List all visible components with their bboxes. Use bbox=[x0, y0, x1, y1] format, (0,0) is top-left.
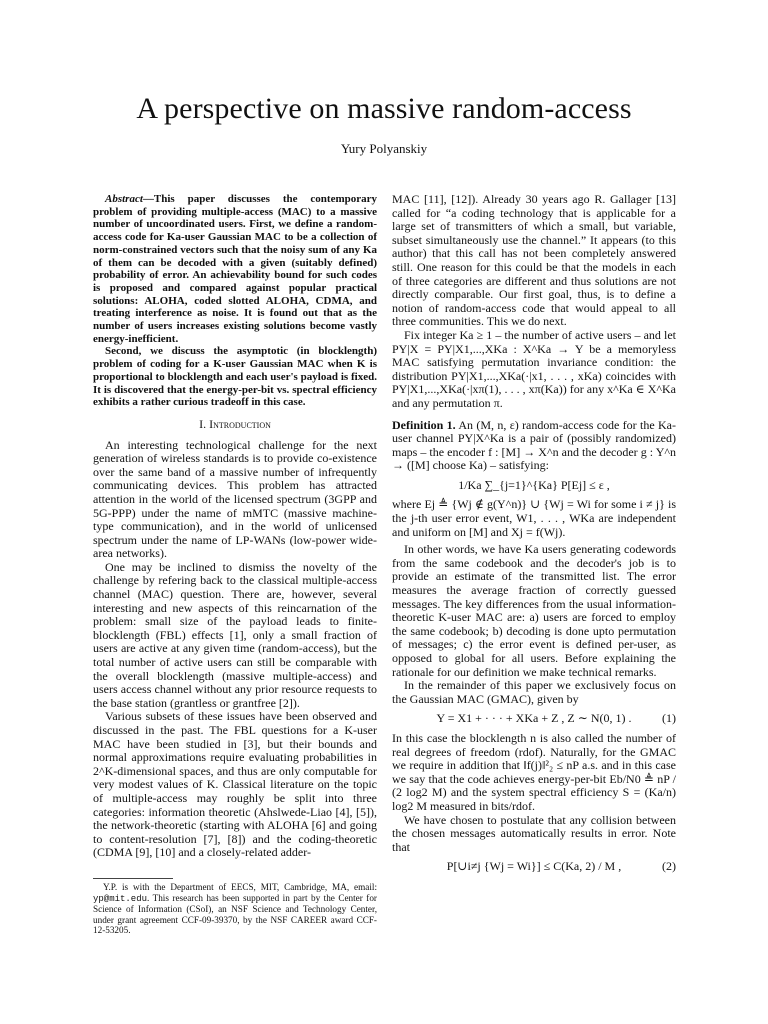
footnote-email: yp@mit.edu bbox=[93, 893, 148, 904]
body-paragraph: One may be inclined to dismiss the novelty of the challenge by refering back to the classical multiple-access channel (MAC) question. There are, however, several interesting and new aspects of this reincarnation of the problem: small size of the payload leads to finite-blocklength (FBL) effects [1], only a small fraction of users are active at any given time (random-access), but the total number of active users can still be comparable with the overall blocklength (massive multiple-access) and users access channel without any prior resource requests to the base station (grantless or grantfree [2]). bbox=[93, 559, 377, 710]
equation-2-number: (2) bbox=[662, 859, 676, 874]
body-paragraph: We have chosen to postulate that any collision between the chosen messages automatically results in error. Note that bbox=[392, 812, 676, 854]
body-paragraph: Various subsets of these issues have been observed and discussed in the past. The FBL questions for a K-user MAC have been studied in [3], but their bounds and normal approximations require evaluating probabilities in 2^K-dimensional spaces, and thus are only computable for very modest values of K. Classical literature on the topic of multiple-access may roughly be split into three categories: information theoretic (Ahslwede-Liao [4], [5]), the network-theoretic (starting with ALOHA [6] and going to content-resolution [7], [8]) and the coding-theoretic (CDMA [9], [10] and a closely-related adder- bbox=[93, 709, 377, 860]
equation-1 bbox=[392, 712, 676, 726]
section-heading bbox=[93, 418, 377, 432]
body-paragraph: In the remainder of this paper we exclusively focus on the Gaussian MAC (GMAC), given by bbox=[392, 678, 676, 706]
equation-2 bbox=[392, 860, 676, 874]
body-paragraph: Fix integer Ka ≥ 1 – the number of active users – and let PY|X = PY|X1,...,XKa : X^Ka → Y be a memoryless MAC satisfying permutation invariance condition: the distribution PY|X1,...,XKa(·|x1, . . . , xKa) coincides with PY|X1,...,XKa(·|xπ(1), . . . , xπ(Ka)) for any x^Ka ∈ X^Ka and any permutation π. bbox=[392, 327, 676, 410]
abstract-paragraph-2: Second, we discuss the asymptotic (in blocklength) problem of coding for a K-user Gaussian MAC when K is proportional to blocklength and each user's payload is fixed. It is discovered that the energy-per-bit vs. spectral efficiency exhibits a rather curious tradeoff in this case. bbox=[93, 345, 377, 409]
section-number: I. bbox=[199, 416, 207, 431]
definition-label: Definition 1. bbox=[392, 417, 456, 432]
equation-definition bbox=[392, 479, 676, 493]
equation-definition-body: 1/Ka ∑_{j=1}^{Ka} P[Ej] ≤ ε , bbox=[458, 477, 610, 492]
footnote-text-1: Y.P. is with the Department of EECS, MIT, Cambridge, MA, email: bbox=[103, 882, 377, 892]
footnote-rule bbox=[93, 878, 173, 879]
paper-author: Yury Polyanskiy bbox=[340, 141, 428, 156]
body-paragraph: In other words, we have Ka users generating codewords from the same codebook and the decoder's job is to provide an estimate of the transmitted list. The error measures the average fraction of correctly guessed messages. The key differences from the usual information-theoretic K-user MAC are: a) users are forced to employ the same codebook; b) decoding is done upto permutation of messages; c) the error event is defined per-user, as opposed to global for all users. Before explaining the rationale for our definition we make technical remarks. bbox=[392, 542, 676, 679]
paper-title: A perspective on massive random-access bbox=[136, 92, 632, 125]
equation-1-body: Y = X1 + · · · + XKa + Z , Z ∼ N(0, 1) . bbox=[436, 711, 632, 726]
body-paragraph: In this case the blocklength n is also called the number of real degrees of freedom (rdof). Naturally, for the GMAC we require in addition that ‖f(j)‖²₂ ≤ nP a.s. and in this case we say that the code achieves energy-per-bit Eb/N0 ≜ nP / (2 log2 M) and the system spectral efficiency S = (Ka/n) log2 M measured in bits/rdof. bbox=[392, 730, 676, 813]
footnote-text-2: . This research has been supported in part by the Center for Science of Information (CSoI), an NSF Science and Technology Center, under grant agreement CCF-09-39370, by the NSF CAREER award CCF-12-53205. bbox=[93, 892, 377, 936]
body-paragraph: An interesting technological challenge for the next generation of wireless standards is to provide co-existence over the same band of a massive number of infrequently communicating devices. This problem has attracted attention in the world of the licensed spectrum (3GPP and 5G-PPP) under the name of mMTC (massive machine-type communication), and in the world of unlicensed spectrum under the name of LP-WANs (low-power wide-area networks). bbox=[93, 437, 377, 561]
equation-2-body: P[∪i≠j {Wj = Wi}] ≤ C(Ka, 2) / M , bbox=[446, 859, 622, 874]
abstract-label: Abstract bbox=[105, 193, 143, 205]
definition-text: An (M, n, ε) random-access code for the Ka-user channel PY|X^Ka is a pair of (possibly randomized) maps – the encoder f : [M] → X^n and the decoder g : Y^n → ([M] choose Ka) – satisfying: bbox=[392, 417, 676, 473]
right-column bbox=[392, 193, 676, 880]
abstract bbox=[93, 193, 377, 409]
abstract-paragraph-1: —This paper discusses the contemporary problem of providing multiple-access (MAC) to a massive number of uncoordinated users. First, we define a random-access code for Ka-user Gaussian MAC to be a collection of norm-constrained vectors such that the noisy sum of any Ka of them can be decoded with a given (suitably defined) probability of error. An achievability bound for such codes is proposed and compared against popular practical solutions: ALOHA, coded slotted ALOHA, CDMA, and treating interference as noise. It is found out that as the number of users increases existing solutions become vastly energy-inefficient. bbox=[93, 193, 377, 345]
section-title: Introduction bbox=[209, 416, 271, 431]
left-column bbox=[93, 193, 377, 860]
footnote bbox=[93, 882, 377, 936]
equation-1-number: (1) bbox=[662, 711, 676, 726]
body-paragraph: MAC [11], [12]). Already 30 years ago R. Gallager [13] called for “a coding technology that is applicable for a large set of transmitters of which a small, but variable, subset simultaneously use the channel.” It appears (to this author) that this call has not been completely answered still. One reason for this could be that the models in each of three categories are different and thus solutions are not directly comparable. Our first goal, thus, is to define a notion of random-access code that would appeal to all three communities. This we do next. bbox=[392, 192, 676, 329]
body-paragraph: where Ej ≜ {Wj ∉ g(Y^n)} ∪ {Wj = Wi for some i ≠ j} is the j-th user error event, W1, . . . , WKa are independent and uniform on [M] and Xj = f(Wj). bbox=[392, 497, 676, 539]
definition-paragraph bbox=[392, 419, 676, 473]
